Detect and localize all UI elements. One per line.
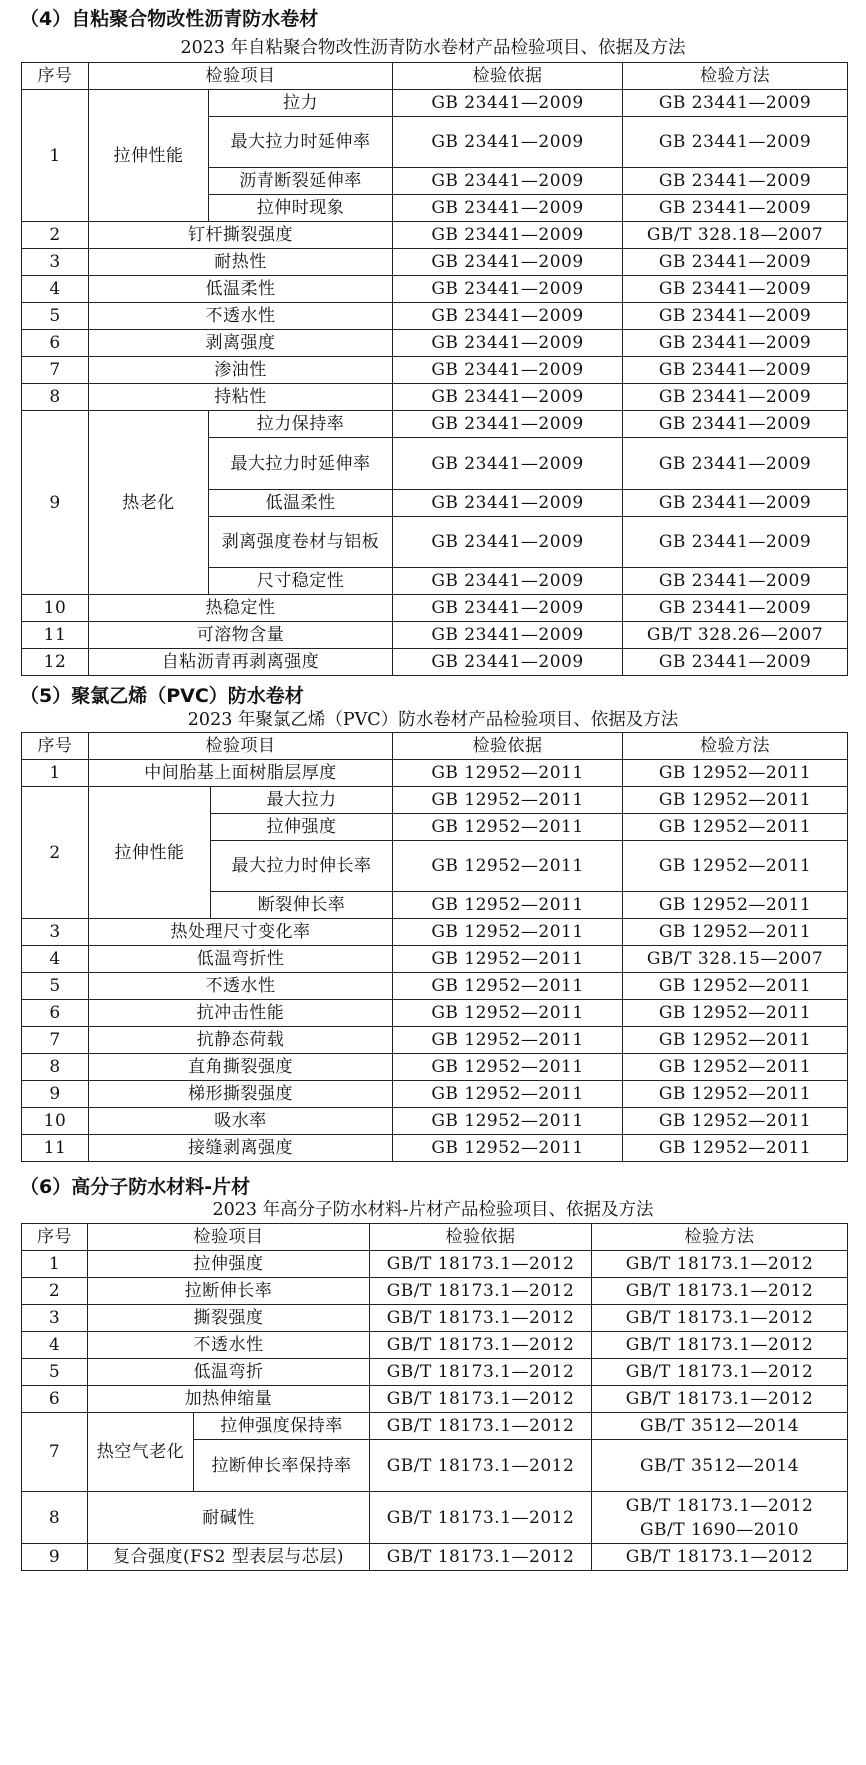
method-cell: GB 23441—2009	[623, 517, 848, 568]
method-cell: GB 12952—2011	[623, 919, 848, 946]
table-row	[22, 595, 848, 622]
header-item: 检验项目	[89, 63, 393, 90]
item-cell: 中间胎基上面树脂层厚度	[89, 760, 393, 787]
method-cell: GB 23441—2009	[623, 90, 848, 117]
table-row	[22, 1305, 848, 1332]
basis-cell: GB/T 18173.1—2012	[370, 1278, 592, 1305]
method-cell: GB/T 18173.1—2012	[592, 1251, 848, 1278]
row-no: 6	[22, 1386, 88, 1413]
basis-cell: GB 12952—2011	[393, 1027, 623, 1054]
row-no: 7	[22, 1413, 88, 1492]
table-row	[22, 1386, 848, 1413]
table-5	[21, 732, 848, 1162]
table-row	[22, 303, 848, 330]
row-no: 6	[22, 330, 89, 357]
method-cell: GB 23441—2009	[623, 411, 848, 438]
row-no: 11	[22, 622, 89, 649]
basis-cell: GB/T 18173.1—2012	[370, 1386, 592, 1413]
sub-item: 断裂伸长率	[211, 892, 393, 919]
item-cell: 不透水性	[88, 1332, 370, 1359]
basis-cell: GB 12952—2011	[393, 787, 623, 814]
item-cell: 吸水率	[89, 1108, 393, 1135]
item-cell: 抗静态荷载	[89, 1027, 393, 1054]
method-cell: GB/T 3512—2014	[592, 1440, 848, 1492]
basis-cell: GB 12952—2011	[393, 919, 623, 946]
method-line-1: GB/T 18173.1—2012	[625, 1495, 814, 1516]
row-no: 4	[22, 1332, 88, 1359]
method-cell: GB 12952—2011	[623, 973, 848, 1000]
method-cell: GB 23441—2009	[623, 357, 848, 384]
item-cell: 钉杆撕裂强度	[89, 222, 393, 249]
sub-item: 最大拉力时延伸率	[209, 117, 393, 168]
basis-cell: GB 12952—2011	[393, 814, 623, 841]
table-row	[22, 1135, 848, 1162]
table-header-row	[22, 733, 848, 760]
item-cell: 拉断伸长率	[88, 1278, 370, 1305]
basis-cell: GB 23441—2009	[393, 357, 623, 384]
basis-cell: GB 23441—2009	[393, 249, 623, 276]
basis-cell: GB/T 18173.1—2012	[370, 1413, 592, 1440]
item-cell: 梯形撕裂强度	[89, 1081, 393, 1108]
table-row	[22, 90, 848, 117]
item-cell: 耐碱性	[88, 1492, 370, 1544]
basis-cell: GB 23441—2009	[393, 595, 623, 622]
row-no: 8	[22, 384, 89, 411]
group-label: 热空气老化	[88, 1413, 194, 1492]
basis-cell: GB 23441—2009	[393, 384, 623, 411]
table-row	[22, 1081, 848, 1108]
row-no: 3	[22, 1305, 88, 1332]
basis-cell: GB 12952—2011	[393, 1081, 623, 1108]
method-cell: GB 12952—2011	[623, 1027, 848, 1054]
table-row	[22, 649, 848, 676]
table-row	[22, 1544, 848, 1571]
basis-cell: GB/T 18173.1—2012	[370, 1332, 592, 1359]
basis-cell: GB 12952—2011	[393, 1054, 623, 1081]
method-cell: GB 12952—2011	[623, 760, 848, 787]
table-row	[22, 760, 848, 787]
item-cell: 抗冲击性能	[89, 1000, 393, 1027]
method-cell: GB 23441—2009	[623, 384, 848, 411]
row-no: 9	[22, 1081, 89, 1108]
basis-cell: GB 23441—2009	[393, 490, 623, 517]
method-cell: GB 23441—2009	[623, 649, 848, 676]
method-cell: GB 12952—2011	[623, 1081, 848, 1108]
header-basis: 检验依据	[393, 63, 623, 90]
method-cell: GB 12952—2011	[623, 787, 848, 814]
item-cell: 加热伸缩量	[88, 1386, 370, 1413]
method-cell: GB/T 18173.1—2012	[592, 1386, 848, 1413]
row-no: 5	[22, 303, 89, 330]
row-no: 9	[22, 1544, 88, 1571]
row-no: 2	[22, 787, 89, 919]
row-no: 10	[22, 1108, 89, 1135]
item-cell: 渗油性	[89, 357, 393, 384]
section-5-heading: （5）聚氯乙烯（PVC）防水卷材	[20, 685, 304, 707]
header-method: 检验方法	[592, 1224, 848, 1251]
method-cell: GB/T 3512—2014	[592, 1413, 848, 1440]
section-6-heading: （6）高分子防水材料-片材	[20, 1176, 251, 1198]
method-cell: GB/T 18173.1—2012	[592, 1332, 848, 1359]
item-cell: 不透水性	[89, 303, 393, 330]
table-header-row	[22, 63, 848, 90]
basis-cell: GB 23441—2009	[393, 330, 623, 357]
basis-cell: GB/T 18173.1—2012	[370, 1305, 592, 1332]
method-cell: GB 12952—2011	[623, 892, 848, 919]
table-row	[22, 622, 848, 649]
table-row	[22, 1332, 848, 1359]
row-no: 2	[22, 1278, 88, 1305]
basis-cell: GB/T 18173.1—2012	[370, 1251, 592, 1278]
row-no: 11	[22, 1135, 89, 1162]
row-no: 1	[22, 1251, 88, 1278]
basis-cell: GB 23441—2009	[393, 303, 623, 330]
sub-item: 拉力	[209, 90, 393, 117]
item-cell: 撕裂强度	[88, 1305, 370, 1332]
basis-cell: GB 23441—2009	[393, 90, 623, 117]
sub-item: 最大拉力时伸长率	[211, 841, 393, 892]
method-cell: GB 23441—2009	[623, 195, 848, 222]
item-cell: 热稳定性	[89, 595, 393, 622]
method-cell: GB/T 18173.1—2012	[592, 1544, 848, 1571]
table-row	[22, 357, 848, 384]
basis-cell: GB 12952—2011	[393, 1108, 623, 1135]
table-row	[22, 222, 848, 249]
row-no: 12	[22, 649, 89, 676]
basis-cell: GB 23441—2009	[393, 276, 623, 303]
sub-item: 尺寸稳定性	[209, 568, 393, 595]
table-row	[22, 1359, 848, 1386]
header-method: 检验方法	[623, 63, 848, 90]
row-no: 6	[22, 1000, 89, 1027]
table-row	[22, 1251, 848, 1278]
method-cell: GB 23441—2009	[623, 249, 848, 276]
method-cell: GB 23441—2009	[623, 330, 848, 357]
row-no: 5	[22, 973, 89, 1000]
method-cell: GB/T 18173.1—2012	[592, 1359, 848, 1386]
row-no: 8	[22, 1054, 89, 1081]
sub-item: 剥离强度卷材与铝板	[209, 517, 393, 568]
item-cell: 耐热性	[89, 249, 393, 276]
method-cell: GB 12952—2011	[623, 1108, 848, 1135]
basis-cell: GB 12952—2011	[393, 973, 623, 1000]
header-basis: 检验依据	[393, 733, 623, 760]
item-cell: 可溶物含量	[89, 622, 393, 649]
header-no: 序号	[22, 733, 89, 760]
row-no: 3	[22, 919, 89, 946]
item-cell: 接缝剥离强度	[89, 1135, 393, 1162]
method-cell: GB 12952—2011	[623, 814, 848, 841]
table-row	[22, 384, 848, 411]
table-row	[22, 1054, 848, 1081]
header-basis: 检验依据	[370, 1224, 592, 1251]
basis-cell: GB 23441—2009	[393, 117, 623, 168]
item-cell: 低温柔性	[89, 276, 393, 303]
table-row	[22, 973, 848, 1000]
row-no: 1	[22, 760, 89, 787]
row-no: 8	[22, 1492, 88, 1544]
table-4	[21, 62, 848, 676]
basis-cell: GB 23441—2009	[393, 195, 623, 222]
method-cell: GB 23441—2009	[623, 117, 848, 168]
method-cell	[592, 1492, 848, 1544]
table-row	[22, 276, 848, 303]
row-no: 9	[22, 411, 89, 595]
method-cell: GB 12952—2011	[623, 1054, 848, 1081]
method-cell: GB/T 328.26—2007	[623, 622, 848, 649]
sub-item: 拉力保持率	[209, 411, 393, 438]
item-cell: 低温弯折性	[89, 946, 393, 973]
table-6	[21, 1223, 848, 1571]
basis-cell: GB/T 18173.1—2012	[370, 1359, 592, 1386]
section-4-caption: 2023 年自粘聚合物改性沥青防水卷材产品检验项目、依据及方法	[180, 38, 686, 58]
row-no: 4	[22, 276, 89, 303]
method-cell: GB 23441—2009	[623, 276, 848, 303]
sub-item: 拉伸强度	[211, 814, 393, 841]
method-cell: GB/T 328.18—2007	[623, 222, 848, 249]
basis-cell: GB 23441—2009	[393, 649, 623, 676]
table-header-row	[22, 1224, 848, 1251]
method-cell: GB 23441—2009	[623, 438, 848, 490]
basis-cell: GB 23441—2009	[393, 568, 623, 595]
table-row	[22, 1027, 848, 1054]
basis-cell: GB 12952—2011	[393, 760, 623, 787]
row-no: 5	[22, 1359, 88, 1386]
sub-item: 拉伸时现象	[209, 195, 393, 222]
sub-item: 最大拉力	[211, 787, 393, 814]
row-no: 3	[22, 249, 89, 276]
sub-item: 拉断伸长率保持率	[194, 1440, 370, 1492]
method-line-2: GB/T 1690—2010	[639, 1519, 800, 1540]
section-4-heading: （4）自粘聚合物改性沥青防水卷材	[20, 8, 319, 30]
row-no: 2	[22, 222, 89, 249]
table-row	[22, 1492, 848, 1544]
row-no: 7	[22, 1027, 89, 1054]
row-no: 10	[22, 595, 89, 622]
header-method: 检验方法	[623, 733, 848, 760]
table-row	[22, 1278, 848, 1305]
basis-cell: GB 12952—2011	[393, 946, 623, 973]
method-cell: GB/T 18173.1—2012	[592, 1278, 848, 1305]
basis-cell: GB 12952—2011	[393, 892, 623, 919]
section-5-caption: 2023 年聚氯乙烯（PVC）防水卷材产品检验项目、依据及方法	[187, 710, 679, 730]
group-label: 热老化	[89, 411, 209, 595]
basis-cell: GB/T 18173.1—2012	[370, 1544, 592, 1571]
item-cell: 低温弯折	[88, 1359, 370, 1386]
method-cell: GB 12952—2011	[623, 1135, 848, 1162]
sub-item: 低温柔性	[209, 490, 393, 517]
item-cell: 热处理尺寸变化率	[89, 919, 393, 946]
basis-cell: GB/T 18173.1—2012	[370, 1440, 592, 1492]
method-cell: GB 12952—2011	[623, 1000, 848, 1027]
basis-cell: GB/T 18173.1—2012	[370, 1492, 592, 1544]
sub-item: 沥青断裂延伸率	[209, 168, 393, 195]
table-row	[22, 787, 848, 814]
row-no: 4	[22, 946, 89, 973]
basis-cell: GB 23441—2009	[393, 222, 623, 249]
row-no: 7	[22, 357, 89, 384]
basis-cell: GB 12952—2011	[393, 1000, 623, 1027]
header-item: 检验项目	[88, 1224, 370, 1251]
header-no: 序号	[22, 63, 89, 90]
item-cell: 自粘沥青再剥离强度	[89, 649, 393, 676]
method-cell: GB 23441—2009	[623, 568, 848, 595]
item-cell: 拉伸强度	[88, 1251, 370, 1278]
method-cell: GB 23441—2009	[623, 595, 848, 622]
method-cell: GB 23441—2009	[623, 490, 848, 517]
basis-cell: GB 12952—2011	[393, 841, 623, 892]
table-row	[22, 411, 848, 438]
basis-cell: GB 23441—2009	[393, 168, 623, 195]
item-cell: 持粘性	[89, 384, 393, 411]
table-row	[22, 919, 848, 946]
table-row	[22, 1000, 848, 1027]
group-label: 拉伸性能	[89, 90, 209, 222]
method-cell: GB 12952—2011	[623, 841, 848, 892]
table-row	[22, 249, 848, 276]
basis-cell: GB 23441—2009	[393, 517, 623, 568]
sub-item: 最大拉力时延伸率	[209, 438, 393, 490]
method-cell: GB 23441—2009	[623, 168, 848, 195]
header-no: 序号	[22, 1224, 88, 1251]
method-cell: GB 23441—2009	[623, 303, 848, 330]
section-6-caption: 2023 年高分子防水材料-片材产品检验项目、依据及方法	[212, 1200, 654, 1220]
method-cell: GB/T 328.15—2007	[623, 946, 848, 973]
sub-item: 拉伸强度保持率	[194, 1413, 370, 1440]
item-cell: 剥离强度	[89, 330, 393, 357]
basis-cell: GB 23441—2009	[393, 411, 623, 438]
method-cell: GB/T 18173.1—2012	[592, 1305, 848, 1332]
item-cell: 复合强度(FS2 型表层与芯层)	[88, 1544, 370, 1571]
table-row	[22, 1108, 848, 1135]
table-row	[22, 1413, 848, 1440]
table-row	[22, 946, 848, 973]
basis-cell: GB 23441—2009	[393, 438, 623, 490]
item-cell: 不透水性	[89, 973, 393, 1000]
row-no: 1	[22, 90, 89, 222]
basis-cell: GB 23441—2009	[393, 622, 623, 649]
group-label: 拉伸性能	[89, 787, 211, 919]
table-row	[22, 330, 848, 357]
item-cell: 直角撕裂强度	[89, 1054, 393, 1081]
header-item: 检验项目	[89, 733, 393, 760]
basis-cell: GB 12952—2011	[393, 1135, 623, 1162]
